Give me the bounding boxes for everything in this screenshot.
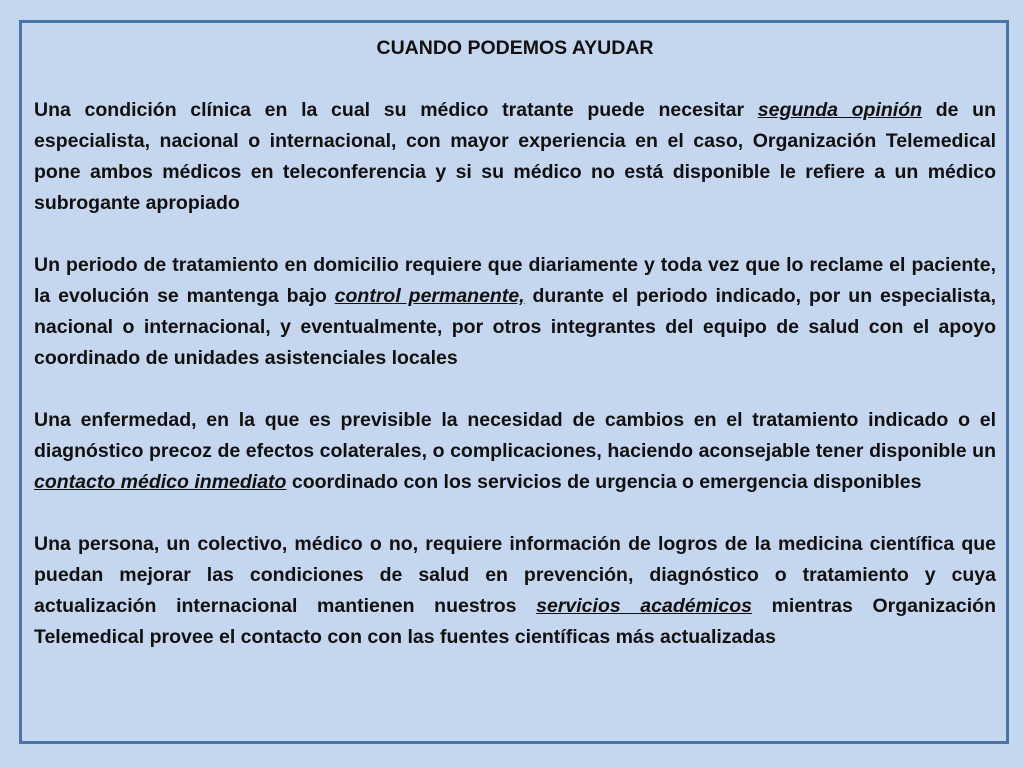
paragraph-text: Una enfermedad, en la que es previsible la necesidad de cambios en el tratamiento indicado o el diagnóstico precoz de efectos colaterales, o complicaciones, haciendo aconsejable tener disponible un — [34, 409, 996, 462]
paragraph-text: de un especialista, nacional o internacional, con mayor experiencia en el caso, Organización Telemedical pone ambos médicos en teleconferencia y si su médico no está disponible le refiere a un médico subrogante apropiado — [34, 99, 996, 214]
paragraph-text: Un periodo de tratamiento en domicilio requiere que diariamente y toda vez que lo reclame el paciente, la evolución se mantenga bajo — [34, 254, 996, 307]
paragraph-text: Una persona, un colectivo, médico o no, requiere información de logros de la medicina científica que puedan mejorar las condiciones de salud en prevención, diagnóstico o tratamiento y cuya actualización internacional mantienen nuestros — [34, 533, 996, 617]
emphasis-immediate-contact: contacto médico inmediato — [34, 471, 287, 493]
paragraph-text: mientras Organización Telemedical provee el contacto con con las fuentes científicas más actualizadas — [34, 595, 996, 648]
emphasis-second-opinion: segunda opinión — [757, 99, 923, 121]
content-frame — [19, 20, 1009, 744]
paragraph-academic — [34, 529, 996, 653]
paragraph-text: durante el periodo indicado, por un especialista, nacional o internacional, y eventualmente, por otros integrantes del equipo de salud con el apoyo coordinado de unidades asistenciales locales — [34, 285, 996, 369]
paragraph-second-opinion — [34, 95, 996, 219]
paragraph-disease — [34, 405, 996, 498]
emphasis-academic-services: servicios académicos — [536, 595, 752, 617]
paragraph-text: Una condición clínica en la cual su médico tratante puede necesitar — [34, 99, 758, 121]
slide-title: CUANDO PODEMOS AYUDAR — [376, 37, 654, 59]
paragraph-text: coordinado con los servicios de urgencia o emergencia disponibles — [286, 471, 922, 493]
emphasis-permanent-control: control permanente, — [334, 285, 525, 307]
slide-content — [34, 33, 996, 653]
paragraph-home-treatment — [34, 250, 996, 374]
